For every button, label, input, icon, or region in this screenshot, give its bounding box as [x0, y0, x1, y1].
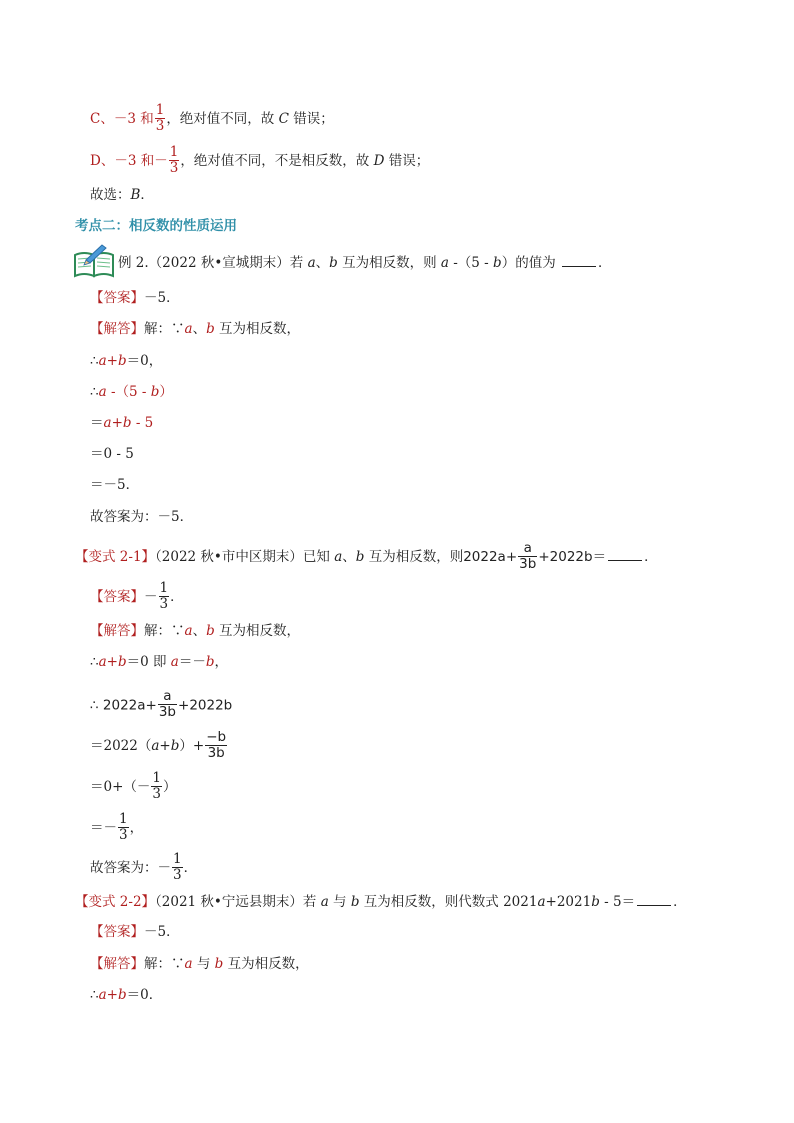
section-heading: 考点二：相反数的性质运用 — [75, 218, 237, 234]
option-c-line: C、－3 和 $\frac{1}{3}$ ，绝对值不同，故 C 错误； — [90, 102, 334, 134]
example-2-solution-4: ＝a+b - 5 — [90, 415, 154, 431]
variant-2-1-solution-1: 【解答】解：∵a、b 互为相反数， — [90, 623, 301, 639]
variant-2-2-question: 【变式 2-2】（2021 秋•宁远县期末）若 a 与 b 互为相反数，则代数式 2021a+2021b - 5＝ ． — [75, 894, 687, 910]
variant-2-1-solution-5: ＝0+（－ $\frac{1}{3}$ ） — [90, 770, 177, 802]
variant-2-1-final: 故答案为：－ $\frac{1}{3}$ ． — [90, 851, 198, 883]
option-d-prefix: D、－3 和－ — [90, 153, 168, 169]
variant-2-1-solution-3: ∴ 2022a+ $\frac{a}{3b}$ +2022b — [90, 688, 233, 720]
fraction-one-third: $\frac{1}{3}$ — [119, 811, 128, 843]
example-2-final: 故答案为：－5． — [90, 509, 194, 525]
book-pencil-icon — [72, 243, 118, 279]
example-2-solution-1: 【解答】解：∵a、b 互为相反数， — [90, 321, 301, 337]
variant-2-2-answer: 【答案】－5． — [90, 924, 180, 940]
answer-blank — [608, 548, 642, 561]
fraction-one-third: $\frac{1}{3}$ — [155, 102, 165, 134]
variant-2-1-solution-4: ＝2022（a+b）+ $\frac{-b}{3b}$ — [90, 729, 227, 761]
answer-blank — [637, 893, 671, 906]
example-2-solution-5: ＝0 - 5 — [90, 446, 134, 462]
example-2-answer: 【答案】－5． — [90, 290, 180, 306]
variant-2-1-answer: 【答案】－ $\frac{1}{3}$ ． — [90, 580, 184, 612]
example-2-solution-2: ∴a+b＝0， — [90, 353, 163, 369]
fraction-one-third: $\frac{1}{3}$ — [169, 144, 179, 176]
variant-2-1-question: 【变式 2-1】（2022 秋•市中区期末）已知 a、b 互为相反数，则2022a+ $\frac{a}{3b}$ +2022b＝ ． — [75, 540, 658, 572]
variant-2-1-solution-6: ＝－ $\frac{1}{3}$ ， — [90, 811, 144, 843]
example-2-question: 例 2.（2022 秋•宣城期末）若 a、b 互为相反数，则 a -（5 - b）的值为 ． — [118, 255, 612, 271]
option-d-line: D、－3 和－ $\frac{1}{3}$ ，绝对值不同，不是相反数，故 D 错误； — [90, 144, 430, 176]
example-2-solution-3: ∴a -（5 - b） — [90, 384, 173, 400]
fraction-a-over-3b: $\frac{a}{3b}$ — [158, 688, 177, 720]
fraction-a-over-3b: $\frac{a}{3b}$ — [519, 540, 537, 572]
answer-blank — [562, 254, 596, 267]
fraction-one-third: $\frac{1}{3}$ — [152, 770, 161, 802]
option-c-prefix: C、－3 和 — [90, 111, 154, 127]
fraction-neg-b-over-3b: $\frac{-b}{3b}$ — [206, 729, 227, 761]
variant-2-2-solution-2: ∴a+b＝0． — [90, 987, 163, 1003]
variant-2-2-solution-1: 【解答】解：∵a 与 b 互为相反数， — [90, 956, 309, 972]
example-2-solution-6: ＝－5． — [90, 477, 140, 493]
fraction-one-third: $\frac{1}{3}$ — [159, 580, 169, 612]
variant-2-1-solution-2: ∴a+b＝0 即 a＝－b， — [90, 654, 229, 670]
choose-line: 故选：B． — [90, 187, 154, 203]
fraction-one-third: $\frac{1}{3}$ — [173, 851, 182, 883]
